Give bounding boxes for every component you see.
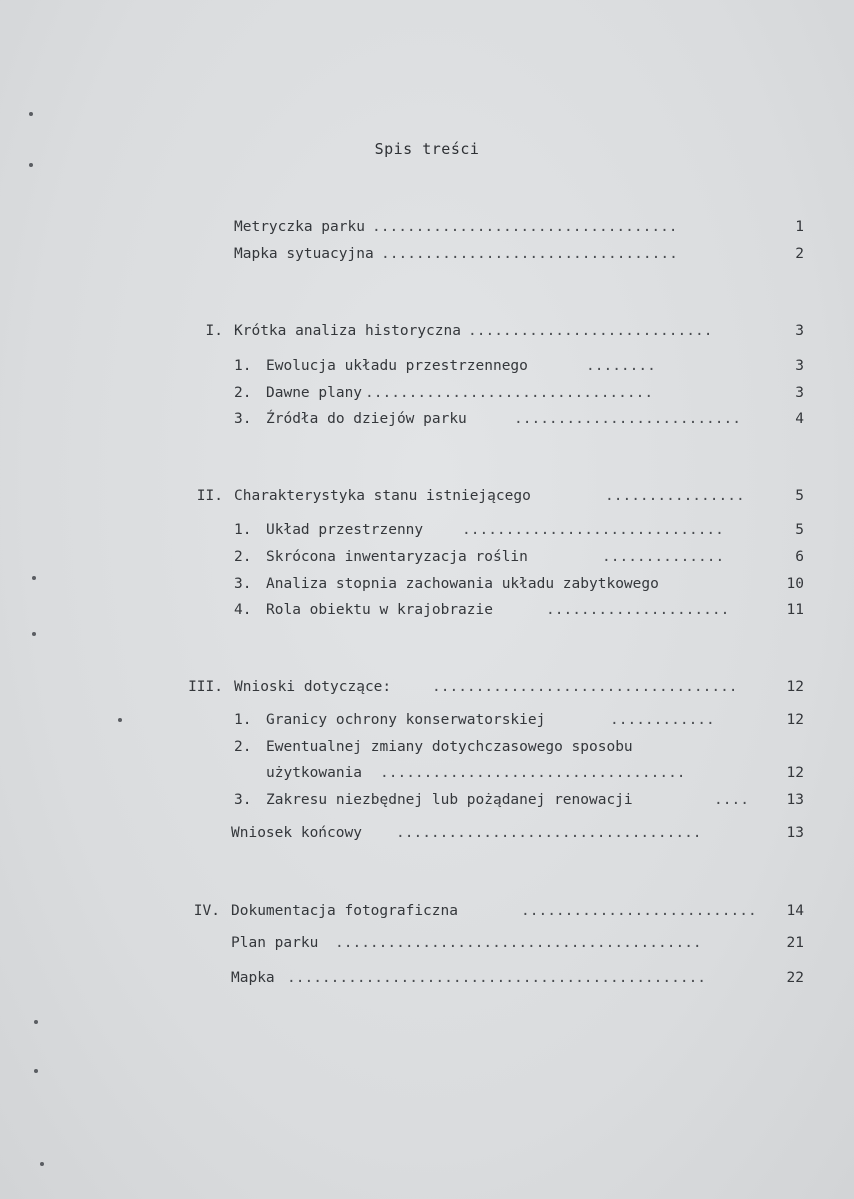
toc-page-number: 5: [795, 488, 804, 504]
toc-leader-dots: ..........................: [514, 411, 741, 427]
toc-page-number: 6: [795, 549, 804, 565]
toc-entry-label: Rola obiektu w krajobrazie: [266, 602, 493, 618]
toc-leader-dots: ...................................: [372, 219, 678, 235]
toc-section-4: [177, 900, 764, 922]
toc-entry-label: Ewolucja układu przestrzennego: [266, 358, 528, 374]
toc-subentry: [234, 599, 764, 621]
toc-section-number: IV.: [193, 903, 220, 919]
binder-hole-mark: [34, 1069, 38, 1073]
toc-leader-dots: ..........................................: [335, 935, 702, 951]
toc-subentry-number: 2.: [234, 739, 252, 755]
toc-subentry: [234, 736, 764, 758]
toc-entry-label: Dawne plany: [266, 385, 363, 401]
toc-leader-dots: ...........................: [521, 903, 757, 919]
toc-section-number: II.: [196, 488, 223, 504]
toc-page-number: 13: [786, 825, 804, 841]
toc-page-number: 21: [786, 935, 804, 951]
toc-subentry-continuation: [234, 762, 764, 784]
binder-hole-mark: [40, 1162, 44, 1166]
toc-subentry: [234, 789, 764, 811]
toc-page-number: 14: [786, 903, 804, 919]
toc-leader-dots: .....................: [546, 602, 730, 618]
toc-entry-label: Wniosek końcowy: [231, 825, 362, 841]
toc-entry-mapka-sytuacyjna: [234, 243, 764, 265]
toc-entry-mapka: [231, 967, 764, 989]
toc-section-number: I.: [205, 323, 223, 339]
toc-subentry: [234, 546, 764, 568]
toc-entry-label: Ewentualnej zmiany dotychczasowego sposobu: [266, 739, 633, 755]
toc-page-number: 3: [795, 323, 804, 339]
binder-hole-mark: [32, 576, 36, 580]
toc-entry-label: Granicy ochrony konserwatorskiej: [266, 712, 546, 728]
binder-hole-mark: [32, 632, 36, 636]
toc-entry-label: Plan parku: [231, 935, 319, 951]
toc-subentry-number: 3.: [234, 576, 252, 592]
toc-entry-label: Układ przestrzenny: [266, 522, 424, 538]
toc-leader-dots: ............................: [468, 323, 713, 339]
toc-subentry-number: 1.: [234, 712, 252, 728]
page-title: Spis treści: [374, 140, 480, 158]
toc-leader-dots: ..................................: [381, 246, 678, 262]
toc-leader-dots: ........: [586, 358, 656, 374]
toc-subentry: [234, 408, 764, 430]
binder-hole-mark: [34, 1020, 38, 1024]
toc-page-number: 3: [795, 358, 804, 374]
toc-subentry-number: 3.: [234, 792, 252, 808]
toc-subentry-number: 1.: [234, 358, 252, 374]
toc-leader-dots: ..............................: [462, 522, 724, 538]
binder-hole-mark: [118, 718, 122, 722]
toc-leader-dots: ............: [610, 712, 715, 728]
toc-entry-label: Krótka analiza historyczna: [234, 323, 461, 339]
toc-entry-label: Metryczka parku: [234, 219, 365, 235]
toc-section-number: III.: [188, 679, 223, 695]
toc-entry-label: Mapka: [231, 970, 275, 986]
toc-subentry: [234, 382, 764, 404]
toc-entry-plan-parku: [231, 932, 764, 954]
toc-entry-label: Analiza stopnia zachowania układu zabytkowego: [266, 576, 659, 592]
toc-subentry-number: 3.: [234, 411, 252, 427]
toc-entry-label: Skrócona inwentaryzacja roślin: [266, 549, 528, 565]
toc-page-number: 1: [795, 219, 804, 235]
toc-subentry-number: 1.: [234, 522, 252, 538]
toc-entry-label: Zakresu niezbędnej lub pożądanej renowacji: [266, 792, 633, 808]
toc-leader-dots: ...................................: [432, 679, 738, 695]
toc-section-3: [180, 676, 764, 698]
toc-page-number: 22: [786, 970, 804, 986]
toc-entry-label: Dokumentacja fotograficzna: [231, 903, 458, 919]
toc-section-2: [180, 485, 764, 507]
toc-entry-label: Źródła do dziejów parku: [266, 411, 467, 427]
toc-page-number: 12: [786, 679, 804, 695]
toc-entry-label: Mapka sytuacyjna: [234, 246, 374, 262]
toc-section-1: [180, 320, 764, 342]
toc-subentry-number: 4.: [234, 602, 252, 618]
toc-leader-dots: .................................: [365, 385, 654, 401]
binder-hole-mark: [29, 112, 33, 116]
toc-leader-dots: ....: [714, 792, 749, 808]
toc-page-number: 12: [786, 765, 804, 781]
toc-entry-label: Charakterystyka stanu istniejącego: [234, 488, 531, 504]
toc-entry-metryczka: [234, 216, 764, 238]
toc-page-number: 10: [786, 576, 804, 592]
toc-leader-dots: ...................................: [380, 765, 686, 781]
toc-subentry: [234, 519, 764, 541]
toc-page-number: 5: [795, 522, 804, 538]
toc-page-number: 4: [795, 411, 804, 427]
toc-leader-dots: ................: [605, 488, 745, 504]
toc-page-number: 2: [795, 246, 804, 262]
toc-leader-dots: ..............: [602, 549, 725, 565]
toc-entry-wniosek: [231, 822, 764, 844]
toc-page-number: 11: [786, 602, 804, 618]
toc-page-number: 12: [786, 712, 804, 728]
toc-entry-label: użytkowania: [266, 765, 363, 781]
toc-subentry-number: 2.: [234, 549, 252, 565]
toc-subentry: [234, 573, 764, 595]
binder-hole-mark: [29, 163, 33, 167]
toc-page-number: 13: [786, 792, 804, 808]
toc-subentry: [234, 355, 764, 377]
toc-subentry-number: 2.: [234, 385, 252, 401]
toc-entry-label: Wnioski dotyczące:: [234, 679, 392, 695]
toc-subentry: [234, 709, 764, 731]
toc-page-number: 3: [795, 385, 804, 401]
toc-leader-dots: ................................................: [287, 970, 707, 986]
toc-leader-dots: ...................................: [396, 825, 702, 841]
